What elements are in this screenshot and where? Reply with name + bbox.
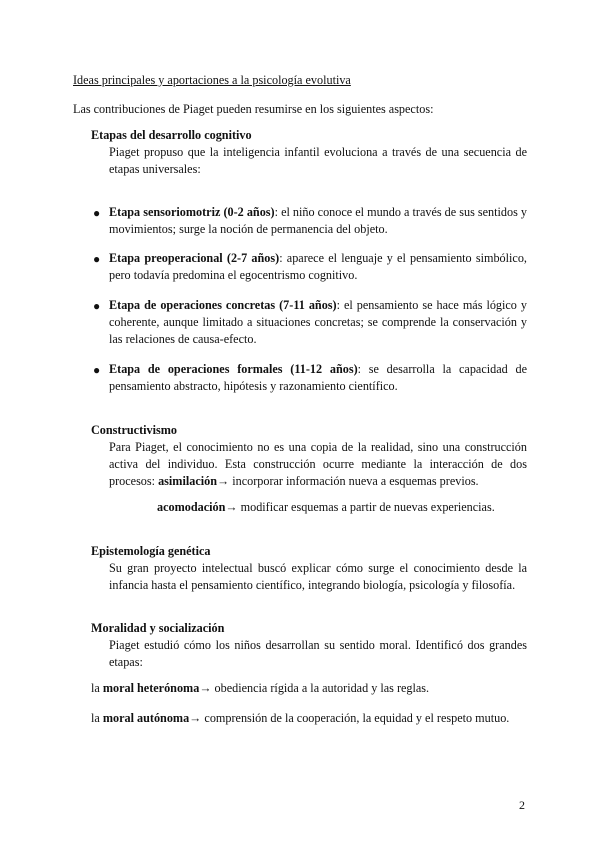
moral-heteronoma-line: la moral heterónoma→ obediencia rígida a la autoridad y las reglas.: [91, 681, 430, 695]
page-number: 2: [519, 798, 525, 812]
section-title-epistemologia: Epistemología genética: [91, 544, 211, 558]
moral-autonoma-line: la moral autónoma→ comprensión de la cooperación, la equidad y el respeto mutuo.: [91, 711, 510, 725]
intro-paragraph: Las contribuciones de Piaget pueden resumirse en los siguientes aspectos:: [73, 102, 434, 116]
bullet-item-operaciones-concretas: Etapa de operaciones concretas (7-11 años): el pensamiento se hace más lógico y coherente, aunque limitado a situaciones concretas; se comprende la conservación y las relaciones de causa-efecto.: [109, 298, 527, 346]
bullet-item-preoperacional: Etapa preoperacional (2-7 años): aparece el lenguaje y el pensamiento simbólico, pero todavía predomina el egocentrismo cognitivo.: [109, 251, 527, 282]
bullet-dot: ●: [93, 206, 101, 220]
section-title-moralidad: Moralidad y socialización: [91, 621, 225, 635]
bullet-item-sensoriomotriz: Etapa sensoriomotriz (0-2 años): el niño conoce el mundo a través de sus sentidos y movimientos; surge la noción de permanencia del objeto.: [109, 205, 528, 236]
section-body-etapas: Piaget propuso que la inteligencia infantil evoluciona a través de una secuencia de etapas universales:: [109, 145, 527, 176]
section-title-constructivismo: Constructivismo: [91, 423, 177, 437]
bullet-dot: ●: [93, 363, 101, 377]
section-title-etapas: Etapas del desarrollo cognitivo: [91, 128, 252, 142]
page-heading: Ideas principales y aportaciones a la psicología evolutiva: [73, 73, 351, 87]
bullet-dot: ●: [93, 252, 101, 266]
bullet-item-operaciones-formales: Etapa de operaciones formales (11-12 años): se desarrolla la capacidad de pensamiento abstracto, hipótesis y razonamiento científico.: [109, 362, 527, 393]
bullet-dot: ●: [93, 299, 101, 313]
section-body-constructivismo: Para Piaget, el conocimiento no es una copia de la realidad, sino una construcción activa del individuo. Esta construcción ocurre mediante la interacción de dos procesos: asimilación→ incorporar información nueva a esquemas previos.: [109, 440, 527, 488]
section-body-moralidad: Piaget estudió cómo los niños desarrollan su sentido moral. Identificó dos grandes etapas:: [109, 638, 527, 669]
section-body-epistemologia: Su gran proyecto intelectual buscó explicar cómo surge el conocimiento desde la infancia hasta el pensamiento científico, integrando biología, psicología y filosofía.: [109, 561, 527, 592]
acomodacion-line: acomodación→ modificar esquemas a partir de nuevas experiencias.: [157, 500, 495, 514]
